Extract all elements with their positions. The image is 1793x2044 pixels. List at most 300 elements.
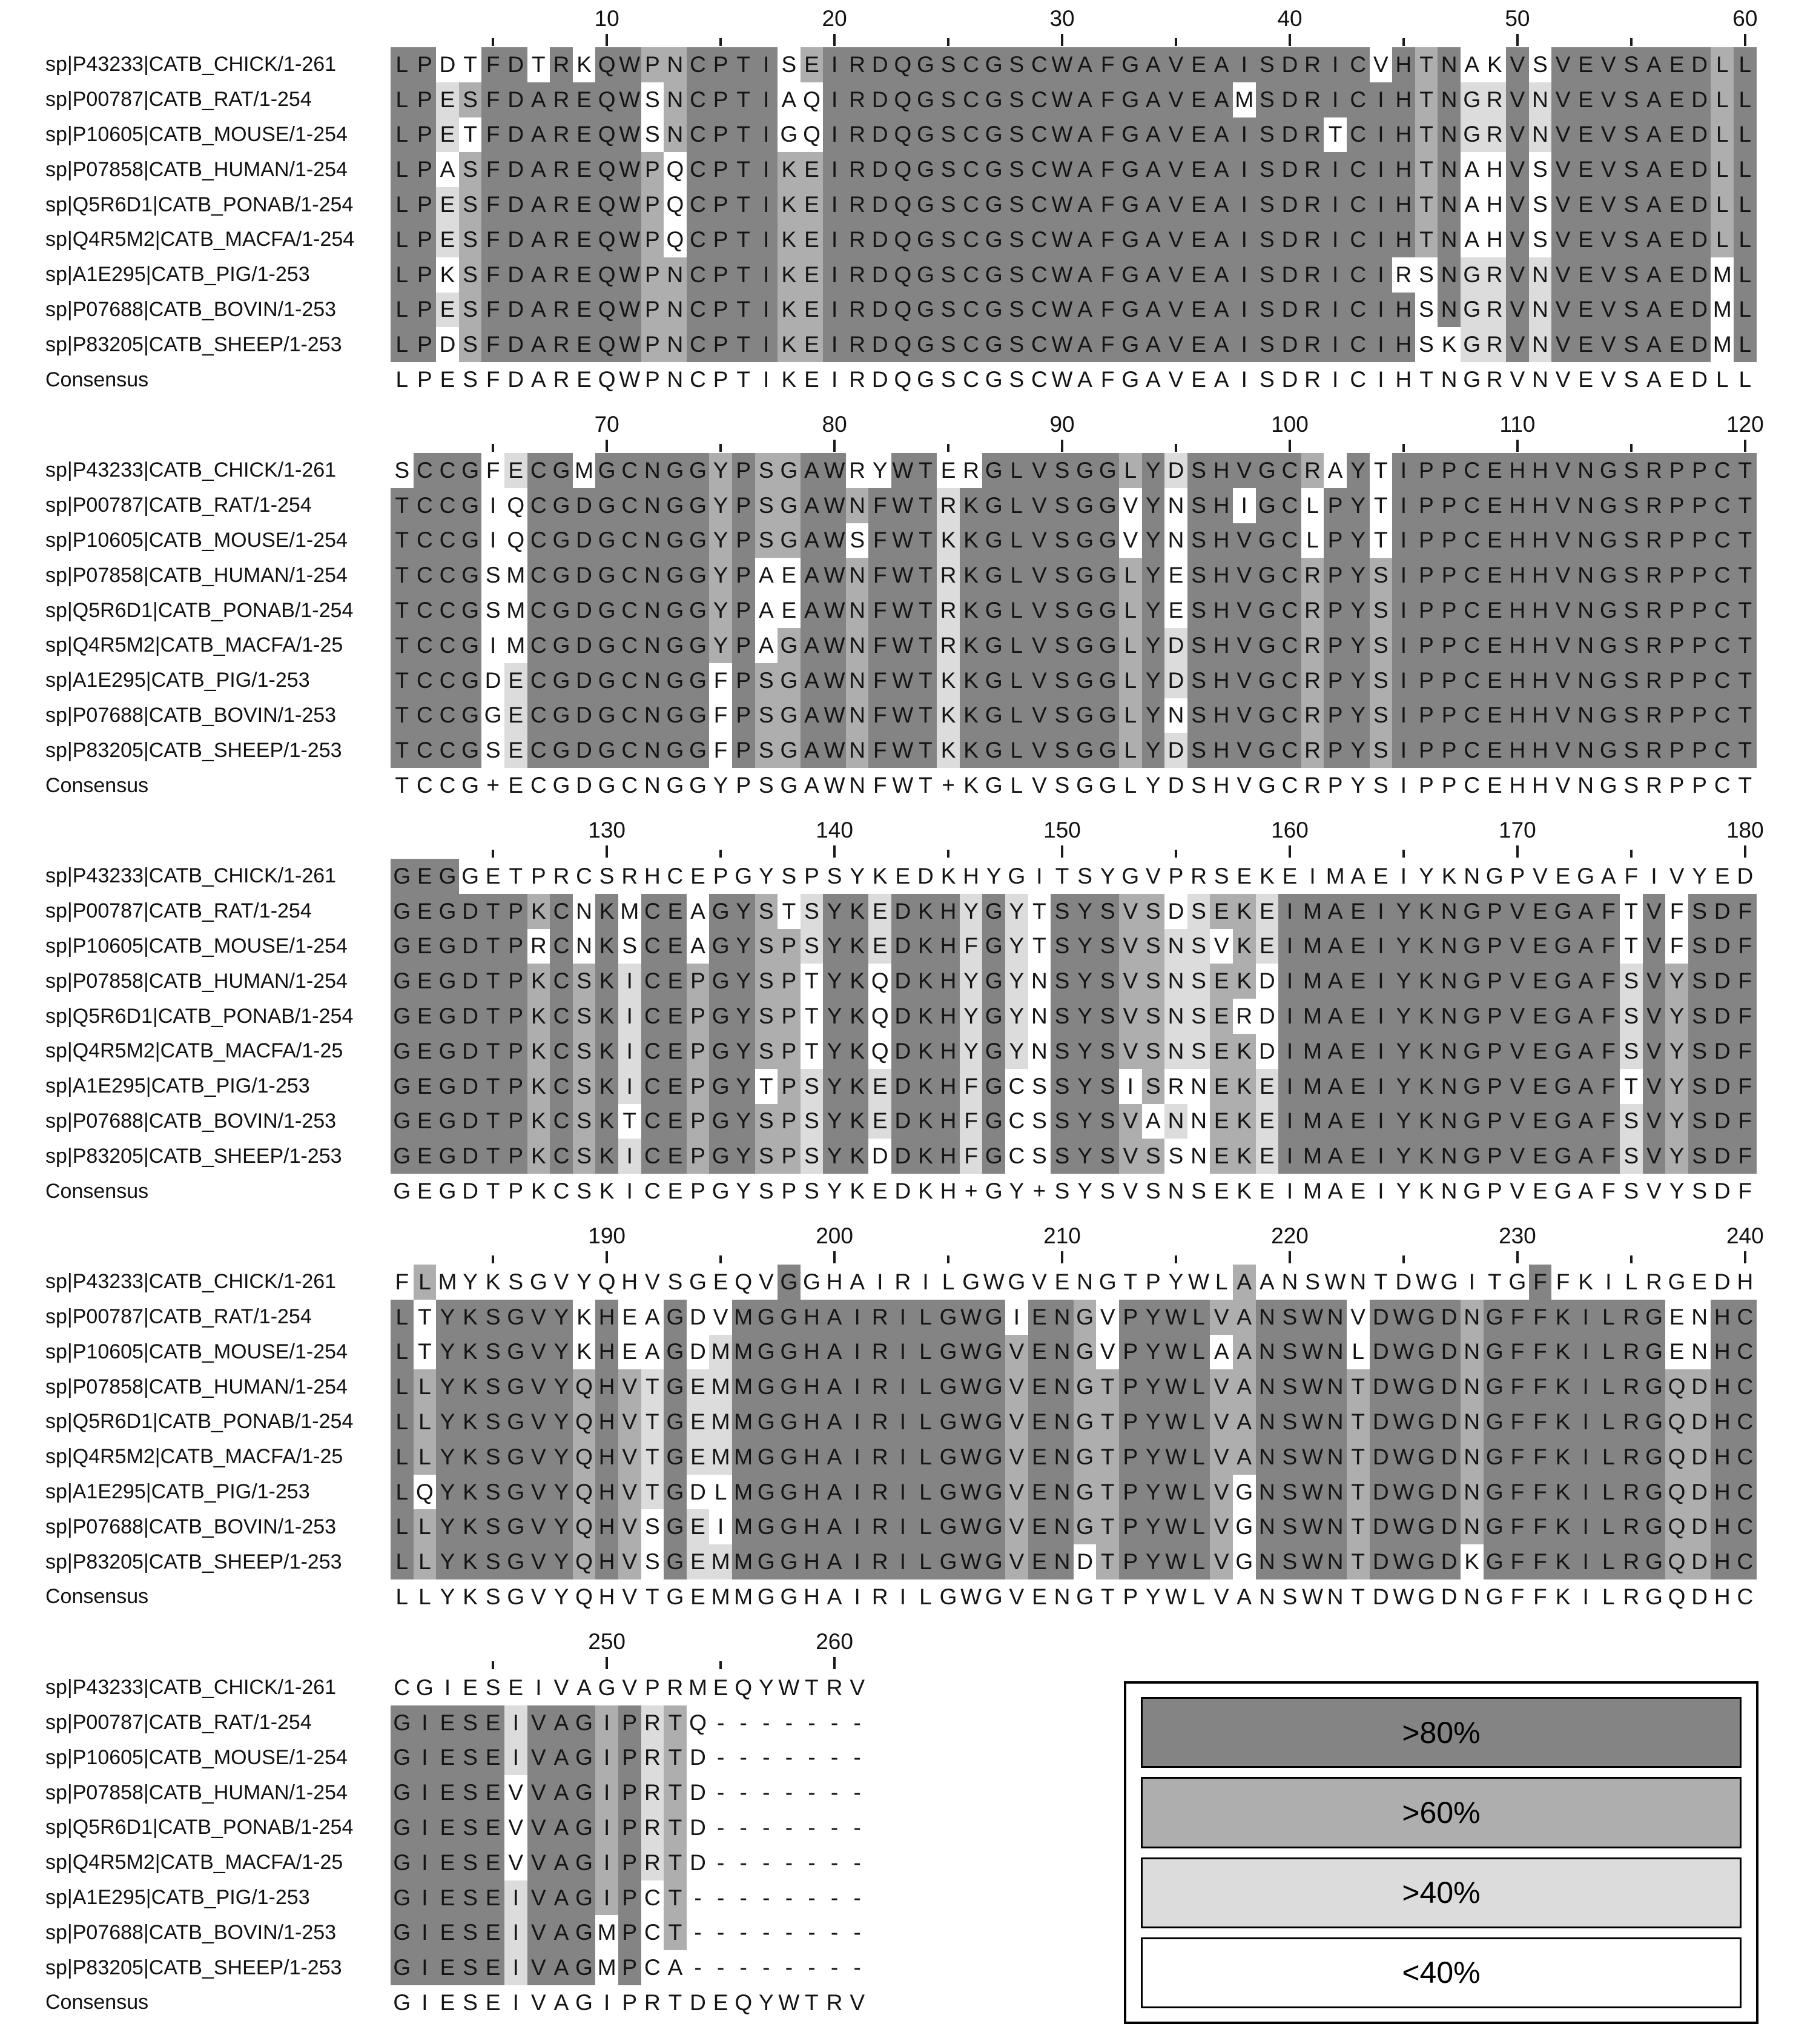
residue-cell: G xyxy=(1074,628,1097,663)
ruler-cell xyxy=(1574,1226,1597,1265)
residue-cell: F xyxy=(1734,1104,1757,1139)
residue-cell: S xyxy=(1096,999,1119,1034)
residue-cell: H xyxy=(801,1369,824,1404)
residue-cell: I xyxy=(535,1675,542,1700)
residue-cell: S xyxy=(1096,1069,1119,1104)
residue-cell: H xyxy=(1737,1269,1754,1294)
residue-cell: W xyxy=(1051,222,1074,257)
residue-cell: W xyxy=(983,1269,1005,1294)
residue-cell: F xyxy=(481,152,504,187)
residue-cell: L xyxy=(914,1544,937,1579)
residue-cell: S xyxy=(1256,257,1279,293)
residue-cell: C xyxy=(1347,82,1370,117)
residue-cell: Y xyxy=(1419,863,1434,888)
residue-cell: H xyxy=(801,1544,824,1579)
consensus-residue-cell: K xyxy=(918,1179,933,1203)
consensus-row xyxy=(0,1174,1793,1209)
residue-cell: G xyxy=(416,1675,434,1700)
ruler-cell xyxy=(778,820,801,859)
residue-cell: T xyxy=(1415,47,1438,82)
ruler-tick xyxy=(606,845,608,858)
residue-cell: I xyxy=(1324,222,1347,257)
residue-cell: V xyxy=(1643,1034,1666,1069)
residue-cell: K xyxy=(914,1104,937,1139)
residue-cell: G xyxy=(1484,1544,1507,1579)
residue-cell: - xyxy=(739,1814,747,1840)
sequence-row xyxy=(0,47,1793,82)
residue-cell: L xyxy=(914,1475,937,1510)
residue-cell: I xyxy=(846,1475,869,1510)
residue-cell: Q xyxy=(891,257,914,293)
residue-cell: I xyxy=(1574,1475,1597,1510)
consensus-residue-cell: W xyxy=(1051,367,1073,392)
consensus-residue-cell: G xyxy=(1463,1179,1481,1203)
consensus-residue-cell: M xyxy=(1303,1179,1322,1203)
residue-cell: T xyxy=(914,593,937,628)
residue-cell: S xyxy=(459,1775,482,1810)
residue-cell: I xyxy=(891,1509,914,1544)
residue-cell: T xyxy=(664,1845,687,1880)
residue-cell: G xyxy=(573,1705,596,1741)
ruler-cell xyxy=(937,1226,960,1265)
ruler-cell xyxy=(527,1226,550,1265)
sequence-label: sp|Q4R5M2|CATB_MACFA/1-25 xyxy=(45,633,343,657)
residue-cell: D xyxy=(459,1104,482,1139)
residue-cell: G xyxy=(1235,1514,1253,1540)
sequence-label: sp|P43233|CATB_CHICK/1-261 xyxy=(45,53,337,76)
residue-cell: N xyxy=(1574,593,1597,628)
sequence-cells xyxy=(391,1034,1757,1069)
residue-cell: - xyxy=(694,1920,702,1945)
residue-cell: Y xyxy=(550,1335,573,1370)
consensus-residue-cell: W xyxy=(1393,1584,1415,1609)
ruler-cell xyxy=(732,1632,755,1670)
ruler-tick xyxy=(1061,440,1063,452)
residue-cell: C xyxy=(618,593,641,628)
residue-cell: S xyxy=(1142,1069,1165,1104)
residue-cell: C xyxy=(414,733,437,768)
residue-cell: G xyxy=(1508,1269,1527,1294)
residue-cell: H xyxy=(644,863,661,888)
residue-cell: G xyxy=(664,1300,687,1335)
residue-cell: G xyxy=(755,1475,778,1510)
ruler-cell xyxy=(459,1632,482,1670)
residue-cell: S xyxy=(1256,47,1279,82)
residue-cell: G xyxy=(1074,1335,1097,1370)
consensus-residue-cell: E xyxy=(485,1989,501,2015)
residue-cell: W xyxy=(891,593,914,628)
residue-cell: S xyxy=(1620,488,1643,523)
residue-cell: N xyxy=(664,293,687,328)
residue-cell: K xyxy=(846,1139,869,1174)
residue-cell: E xyxy=(573,327,596,362)
residue-cell: C xyxy=(527,698,550,733)
residue-cell: C xyxy=(1461,593,1484,628)
residue-cell: E xyxy=(504,453,527,488)
ruler-cell xyxy=(414,414,437,453)
residue-cell: I xyxy=(891,1404,914,1440)
residue-cell: N xyxy=(1529,117,1552,153)
residue-cell: R xyxy=(846,82,869,117)
residue-cell: H xyxy=(621,1269,638,1294)
ruler-cell xyxy=(1415,414,1438,453)
residue-cell: F xyxy=(1734,929,1757,964)
residue-cell: S xyxy=(485,598,501,623)
residue-cell: K xyxy=(960,558,983,593)
residue-cell: S xyxy=(1620,663,1643,698)
ruler-tick xyxy=(606,34,608,46)
residue-cell: D xyxy=(1688,1369,1711,1404)
residue-cell: H xyxy=(1506,488,1529,523)
residue-cell: N xyxy=(1461,1369,1484,1404)
residue-cell: - xyxy=(785,1745,793,1770)
residue-cell: T xyxy=(732,187,755,222)
residue-cell: N xyxy=(1031,1004,1048,1029)
ruler-cell xyxy=(891,8,914,47)
residue-cell: F xyxy=(713,738,728,763)
residue-cell: R xyxy=(868,1544,891,1579)
residue-cell: N xyxy=(1438,293,1461,328)
ruler-cell xyxy=(588,1223,626,1265)
residue-cell: G xyxy=(914,257,937,293)
residue-cell: V xyxy=(618,1369,641,1404)
residue-cell: E xyxy=(481,1915,504,1950)
residue-cell: A xyxy=(690,933,705,959)
sequence-cells xyxy=(391,1775,868,1810)
residue-cell: L xyxy=(1187,1440,1210,1475)
ruler-cell xyxy=(1043,817,1081,859)
residue-cell: V xyxy=(508,1780,524,1805)
residue-cell: K xyxy=(914,929,937,964)
residue-cell: C xyxy=(550,1139,573,1174)
residue-cell: Y xyxy=(1142,1475,1165,1510)
residue-cell: G xyxy=(1119,117,1142,153)
consensus-residue-cell: T xyxy=(1738,773,1752,798)
residue-cell: S xyxy=(937,187,960,222)
consensus-residue-cell: Y xyxy=(1146,773,1161,798)
residue-cell: A xyxy=(1142,327,1165,362)
consensus-row xyxy=(0,362,1793,397)
residue-cell: D xyxy=(573,523,596,558)
residue-cell: M xyxy=(575,457,593,483)
ruler-tick xyxy=(1175,444,1177,452)
consensus-residue-cell: E xyxy=(1260,1179,1275,1203)
residue-cell: V xyxy=(1100,1339,1115,1364)
residue-cell: G xyxy=(1098,1269,1117,1294)
residue-cell: N xyxy=(1256,1369,1279,1404)
residue-cell: F xyxy=(1506,1335,1529,1370)
residue-cell: N xyxy=(1461,1300,1484,1335)
ruler-number: 200 xyxy=(816,1223,853,1248)
residue-cell: - xyxy=(853,1885,861,1910)
residue-cell: E xyxy=(1256,1104,1279,1139)
consensus-residue-cell: E xyxy=(667,1179,683,1203)
residue-cell: G xyxy=(391,859,414,894)
sequence-cells xyxy=(391,453,1757,488)
consensus-residue-cell: D xyxy=(1281,367,1298,392)
residue-cell: S xyxy=(755,1139,778,1174)
residue-cell: E xyxy=(1484,488,1507,523)
residue-cell: D xyxy=(1278,117,1301,153)
residue-cell: W xyxy=(891,523,914,558)
residue-cell: G xyxy=(1096,593,1119,628)
residue-cell: K xyxy=(576,1339,592,1364)
ruler-cell xyxy=(1726,817,1764,859)
residue-cell: G xyxy=(778,1369,801,1404)
alignment-block xyxy=(0,1223,1793,1615)
residue-cell: W xyxy=(960,1509,983,1544)
residue-cell: I xyxy=(595,1810,618,1845)
residue-cell: I xyxy=(595,1705,618,1741)
residue-cell: G xyxy=(1096,628,1119,663)
residue-cell: K xyxy=(595,999,618,1034)
residue-cell: C xyxy=(1028,82,1051,117)
residue-cell: A xyxy=(1464,157,1480,182)
residue-cell: N xyxy=(846,558,869,593)
residue-cell: N xyxy=(1051,1369,1074,1404)
residue-cell: A xyxy=(1233,1369,1256,1404)
ruler-cell xyxy=(778,8,801,47)
residue-cell: A xyxy=(850,1269,865,1294)
ruler-number: 40 xyxy=(1277,6,1303,31)
residue-cell: C xyxy=(1711,453,1734,488)
residue-cell: G xyxy=(1256,558,1279,593)
ruler-cell xyxy=(1415,1226,1438,1265)
ruler-cell xyxy=(1142,1226,1165,1265)
residue-cell: E xyxy=(713,1675,728,1700)
residue-cell: T xyxy=(664,1880,687,1916)
residue-cell: P xyxy=(709,293,732,328)
residue-cell: A xyxy=(527,187,550,222)
residue-cell: D xyxy=(1688,1404,1711,1440)
residue-cell: H xyxy=(1392,222,1415,257)
consensus-residue-cell: G xyxy=(1076,773,1094,798)
residue-cell: D xyxy=(868,222,891,257)
residue-cell: T xyxy=(914,523,937,558)
residue-cell: H xyxy=(1506,733,1529,768)
residue-cell: W xyxy=(1051,47,1074,82)
residue-cell: A xyxy=(527,293,550,328)
residue-cell: F xyxy=(1096,257,1119,293)
residue-cell: V xyxy=(1028,558,1051,593)
residue-cell: R xyxy=(846,257,869,293)
consensus-residue-cell: D xyxy=(462,1179,478,1203)
residue-cell: R xyxy=(1301,593,1324,628)
consensus-residue-cell: H xyxy=(1395,367,1412,392)
residue-cell: P xyxy=(1119,1509,1142,1544)
residue-cell: V xyxy=(1233,733,1256,768)
residue-cell: L xyxy=(914,1509,937,1544)
sequence-label: sp|P07688|CATB_BOVIN/1-253 xyxy=(45,1515,337,1538)
consensus-residue-cell: S xyxy=(1260,367,1275,392)
consensus-residue-cell: G xyxy=(1098,773,1117,798)
residue-cell: P xyxy=(1415,593,1438,628)
residue-cell: I xyxy=(922,1269,929,1294)
residue-cell: G xyxy=(1461,929,1484,964)
residue-cell: D xyxy=(1278,257,1301,293)
residue-cell: E xyxy=(895,863,911,888)
ruler-cell xyxy=(1142,414,1165,453)
residue-cell: M xyxy=(1712,297,1732,322)
consensus-residue-cell: Y xyxy=(1077,1179,1092,1203)
ruler-cell xyxy=(1370,1226,1393,1265)
residue-cell: T xyxy=(1374,492,1388,518)
residue-cell: I xyxy=(891,1335,914,1370)
residue-cell: P xyxy=(504,1104,527,1139)
sequence-cells xyxy=(391,47,1757,82)
residue-cell: Y xyxy=(960,1034,983,1069)
residue-cell: - xyxy=(716,1745,725,1770)
residue-cell: R xyxy=(1643,523,1666,558)
residue-cell: G xyxy=(1551,1034,1574,1069)
sequence-row xyxy=(0,117,1793,153)
residue-cell: D xyxy=(1370,1300,1393,1335)
sequence-label: sp|P07858|CATB_HUMAN/1-254 xyxy=(45,969,348,993)
ruler-cells xyxy=(391,8,1757,47)
residue-cell: D xyxy=(1711,1034,1734,1069)
consensus-residue-cell: P xyxy=(1441,773,1457,798)
residue-cell: S xyxy=(1051,964,1074,999)
residue-cell: D xyxy=(1077,1549,1093,1575)
residue-cell: W xyxy=(823,628,846,663)
residue-cell: W xyxy=(823,558,846,593)
ruler-tick xyxy=(1175,1255,1177,1263)
sequence-label: sp|A1E295|CATB_PIG/1-253 xyxy=(45,1480,310,1504)
residue-cell: Y xyxy=(709,488,732,523)
residue-cell: N xyxy=(1438,929,1461,964)
consensus-residue-cell: + xyxy=(964,1179,978,1203)
residue-cell: A xyxy=(1142,47,1165,82)
residue-cell: E xyxy=(1282,863,1298,888)
ruler-cell xyxy=(1347,1226,1370,1265)
residue-cell: I xyxy=(414,1740,437,1775)
residue-cell: D xyxy=(1438,1544,1461,1579)
residue-cell: T xyxy=(481,964,504,999)
sequence-label: sp|P07858|CATB_HUMAN/1-254 xyxy=(45,157,348,181)
residue-cell: Q xyxy=(891,222,914,257)
residue-cell: G xyxy=(1119,222,1142,257)
residue-cell: P xyxy=(778,1104,801,1139)
residue-cell: E xyxy=(664,929,687,964)
ruler-cell xyxy=(914,8,937,47)
residue-cell: T xyxy=(1734,663,1757,698)
residue-cell: V xyxy=(1005,1509,1028,1544)
residue-cell: V xyxy=(527,1880,550,1916)
residue-cell: Y xyxy=(1100,863,1115,888)
residue-cell: I xyxy=(1324,257,1347,293)
residue-cell: S xyxy=(1620,47,1643,82)
residue-cell: K xyxy=(576,1304,592,1329)
ruler-cell xyxy=(641,820,664,859)
ruler-cell xyxy=(868,414,891,453)
residue-cell: S xyxy=(937,117,960,153)
residue-cell: V xyxy=(1233,628,1256,663)
residue-cell: H xyxy=(1210,523,1233,558)
residue-cell: D xyxy=(504,187,527,222)
consensus-residue-cell: T xyxy=(395,773,409,798)
residue-cell: W xyxy=(1301,1300,1324,1335)
residue-cell: S xyxy=(937,82,960,117)
sequence-label: sp|P83205|CATB_SHEEP/1-253 xyxy=(45,1550,342,1573)
consensus-residue-cell: E xyxy=(508,773,524,798)
residue-cell: A xyxy=(823,1544,846,1579)
residue-cell: R xyxy=(868,1335,891,1370)
residue-cell: D xyxy=(573,488,596,523)
residue-cell: H xyxy=(937,1069,960,1104)
residue-cell: A xyxy=(1574,1034,1597,1069)
residue-cell: D xyxy=(1711,964,1734,999)
consensus-residue-cell: W xyxy=(960,1584,982,1609)
residue-cell: D xyxy=(868,257,891,293)
residue-cell: D xyxy=(504,222,527,257)
residue-cell: F xyxy=(1669,933,1684,959)
sequence-cells xyxy=(391,1475,1757,1510)
ruler-cell xyxy=(527,8,550,47)
residue-cell: K xyxy=(960,663,983,698)
residue-cell: P xyxy=(709,187,732,222)
residue-cell: A xyxy=(1074,47,1097,82)
sequence-label: sp|P07858|CATB_HUMAN/1-254 xyxy=(45,563,348,587)
residue-cell: D xyxy=(690,1745,706,1770)
residue-cell: P xyxy=(504,1069,527,1104)
ruler-cell xyxy=(1347,820,1370,859)
residue-cell: T xyxy=(732,47,755,82)
residue-cell: V xyxy=(1551,663,1574,698)
residue-cell: C xyxy=(960,82,983,117)
ruler-cell xyxy=(504,1632,527,1670)
residue-cell: G xyxy=(391,999,414,1034)
consensus-residue-cell: V xyxy=(1009,1584,1025,1609)
residue-cell: Y xyxy=(1665,964,1688,999)
residue-cell: Y xyxy=(823,1104,846,1139)
residue-cell: D xyxy=(573,558,596,593)
ruler-cell xyxy=(846,820,869,859)
residue-cell: L xyxy=(1005,453,1028,488)
consensus-residue-cell: W xyxy=(1165,1584,1187,1609)
residue-cell: - xyxy=(739,1850,747,1875)
consensus-residue-cell: E xyxy=(872,1179,888,1203)
residue-cell: N xyxy=(576,933,592,959)
residue-cell: K xyxy=(1551,1369,1574,1404)
ruler-cell xyxy=(1187,8,1210,47)
residue-cell: H xyxy=(595,1300,618,1335)
residue-cell: S xyxy=(1256,222,1279,257)
residue-cell: Q xyxy=(1665,1509,1688,1544)
residue-cell: E xyxy=(1692,1269,1707,1294)
ruler-number: 180 xyxy=(1726,817,1764,842)
residue-cell: L xyxy=(1711,47,1734,82)
residue-cell: R xyxy=(1646,1269,1662,1294)
consensus-residue-cell: K xyxy=(1237,1179,1252,1203)
residue-cell: G xyxy=(709,1069,732,1104)
residue-cell: P xyxy=(1438,628,1461,663)
sequence-cells xyxy=(391,1300,1757,1335)
consensus-residue-cell: C xyxy=(439,773,456,798)
residue-cell: N xyxy=(1324,1440,1347,1475)
consensus-residue-cell: Y xyxy=(1146,1584,1161,1609)
residue-cell: F xyxy=(713,667,728,693)
residue-cell: V xyxy=(618,1440,641,1475)
ruler-tick xyxy=(1744,1251,1746,1263)
residue-cell: D xyxy=(1370,1404,1393,1440)
residue-cell: W xyxy=(960,1369,983,1404)
residue-cell: S xyxy=(1051,999,1074,1034)
residue-cell: Y xyxy=(1392,894,1415,929)
residue-cell: E xyxy=(1028,1440,1051,1475)
residue-cell: R xyxy=(1643,663,1666,698)
residue-cell: L xyxy=(391,327,414,362)
residue-cell: T xyxy=(1374,457,1388,483)
